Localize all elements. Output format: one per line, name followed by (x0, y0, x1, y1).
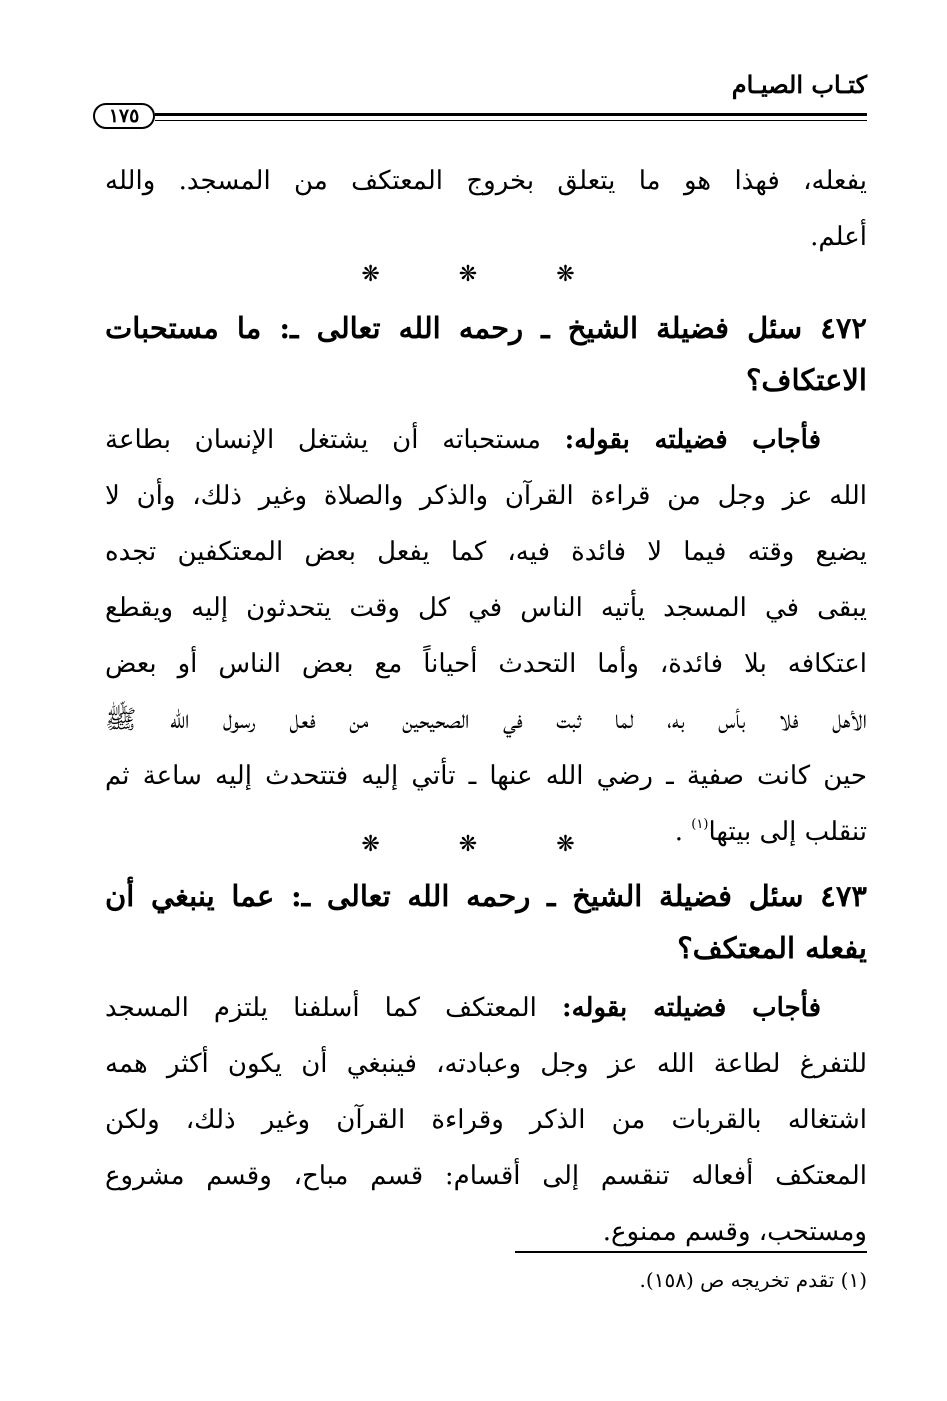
paragraph-line: حين كانت صفية ـ رضي الله عنها ـ تأتي إليه فتتحدث إليه ساعة ثم (105, 761, 867, 791)
answer-text: تنقلب إلى بيتها (708, 817, 867, 847)
paragraph-line: يبقى في المسجد يأتيه الناس في كل وقت يتحدثون إليه ويقطع (105, 593, 867, 623)
header-rule-thin (155, 120, 867, 121)
paragraph-line: اعتكافه بلا فائدة، وأما التحدث أحياناً مع بعض الناس أو بعض (105, 649, 867, 679)
section-separator: ❋ ❋ ❋ (361, 832, 611, 857)
book-page (105, 0, 867, 1401)
page-number-badge: ١٧٥ (93, 103, 155, 129)
paragraph-line: للتفرغ لطاعة الله عز وجل وعبادته، فينبغي أن يكون أكثر همه (105, 1049, 867, 1079)
paragraph-line: اشتغاله بالقربات من الذكر وقراءة القرآن وغير ذلك، ولكن (105, 1105, 867, 1135)
question-title-line: يفعله المعتكف؟ (677, 931, 867, 965)
paragraph-line: يضيع وقته فيما لا فائدة فيه، كما يفعل بعض المعتكفين تجده (105, 537, 867, 567)
section-separator: ❋ ❋ ❋ (361, 262, 611, 287)
paragraph-line: الأهل فلا بأس به، لما ثبت في الصحيحين من فعل رسول الله ﷺ (105, 705, 867, 735)
question-472-title (105, 302, 867, 406)
answer-lead: فأجاب فضيلته بقوله: (561, 993, 822, 1023)
answer-lead: فأجاب فضيلته بقوله: (564, 425, 821, 455)
answer-473 (105, 980, 867, 1260)
header-rule-thick (155, 113, 867, 116)
continuation-paragraph (105, 153, 867, 265)
running-title: كتـاب الصيـام (731, 70, 867, 99)
footnote-rule (515, 1251, 867, 1253)
answer-first-line (105, 980, 867, 1036)
paragraph-line: الله عز وجل من قراءة القرآن والذكر والصلاة وغير ذلك، وأن لا (105, 481, 867, 511)
footnote: (١) تقدم تخريجه ص (١٥٨). (639, 1268, 867, 1292)
paragraph-line: المعتكف أفعاله تنقسم إلى أقسام: قسم مباح، وقسم مشروع (105, 1161, 867, 1191)
footnote-ref: (١) (691, 817, 709, 832)
paragraph-last-line: ومستحب، وقسم ممنوع. (602, 1217, 867, 1247)
answer-text-end: . (674, 817, 692, 847)
answer-text: المعتكف كما أسلفنا يلتزم المسجد (105, 993, 537, 1023)
question-title-line: ٤٧٢ سئل فضيلة الشيخ ـ رحمه الله تعالى ـ: ما مستحبات (105, 311, 867, 345)
paragraph-line: يفعله، فهذا هو ما يتعلق بخروج المعتكف من المسجد. والله (105, 166, 867, 196)
answer-text: مستحباته أن يشتغل الإنسان بطاعة (105, 425, 541, 455)
question-title-line: ٤٧٣ سئل فضيلة الشيخ ـ رحمه الله تعالى ـ: عما ينبغي أن (105, 879, 867, 913)
question-title-line: الاعتكاف؟ (746, 363, 867, 397)
answer-first-line (105, 412, 867, 468)
answer-472 (105, 412, 867, 860)
question-473-title (105, 870, 867, 974)
paragraph-line: أعلم. (810, 222, 867, 252)
